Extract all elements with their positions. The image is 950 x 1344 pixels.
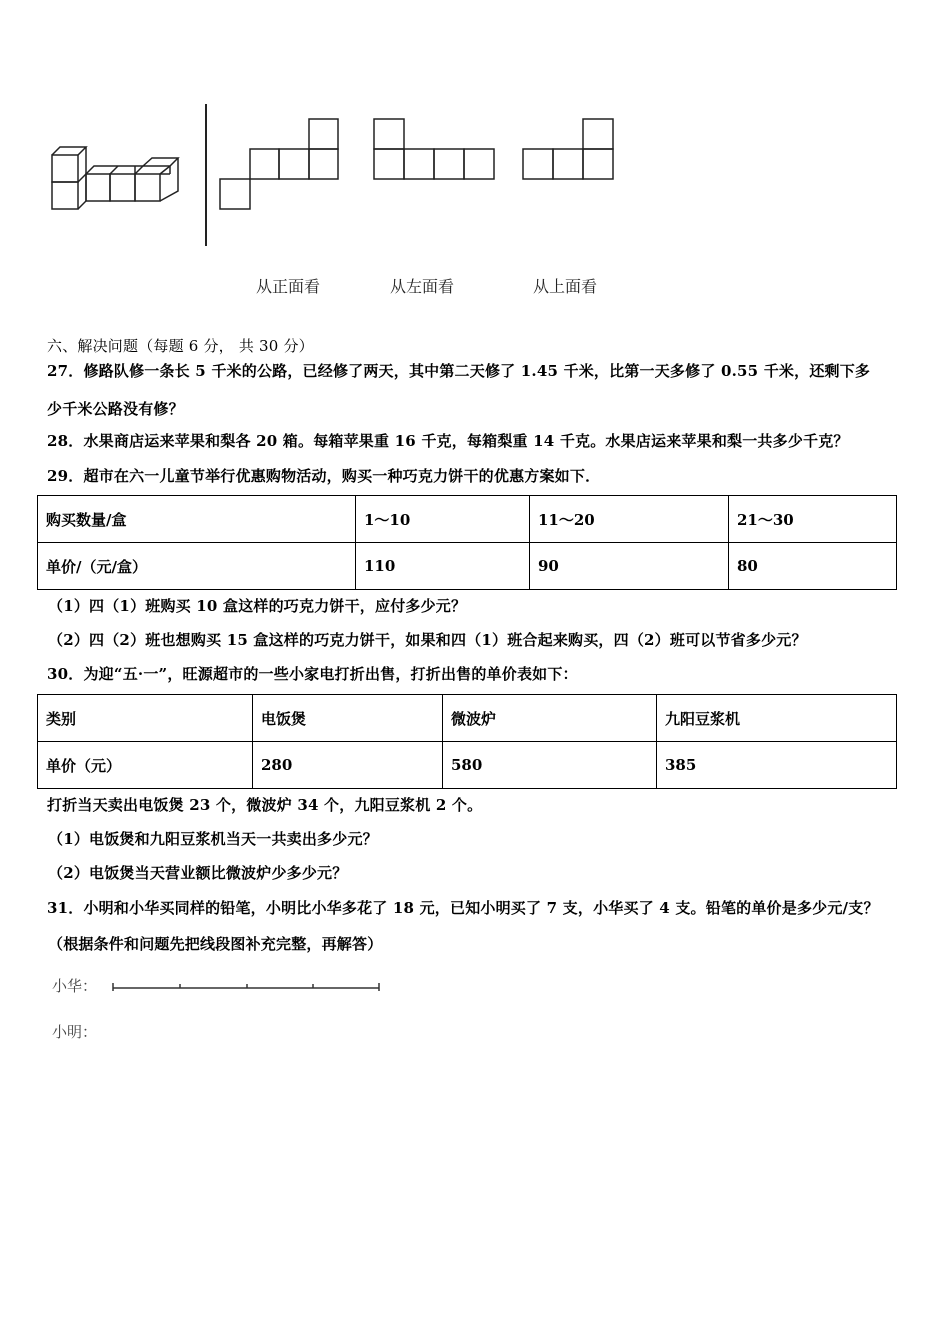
table-cell: 110: [356, 543, 530, 590]
table-cell: 280: [253, 742, 443, 789]
table-cell: 电饭煲: [253, 695, 443, 742]
table-cell: 微波炉: [443, 695, 657, 742]
q30-sub1: （1）电饭煲和九阳豆浆机当天一共卖出多少元？: [48, 830, 378, 848]
table-cell: 1～10: [356, 496, 530, 543]
q31-instruction: （根据条件和问题先把线段图补充完整，再解答）: [48, 935, 383, 953]
q30-intro: 30．为迎“五·一”，旺源超市的一些小家电打折出售，打折出售的单价表如下：: [47, 665, 578, 683]
cube-stack-figure: [40, 100, 200, 230]
left-view-figure: [372, 117, 496, 181]
table-cell: 21～30: [729, 496, 897, 543]
table-row: [38, 496, 897, 543]
q29-price-table: [37, 495, 897, 590]
table-cell: 购买数量/盒: [38, 496, 356, 543]
table-row: [38, 742, 897, 789]
front-view-figure: [218, 117, 340, 211]
table-cell: 385: [657, 742, 897, 789]
q28-text: 28．水果商店运来苹果和梨各 20 箱。每箱苹果重 16 千克，每箱梨重 14 千克。水果店运来苹果和梨一共多少千克？: [47, 432, 849, 450]
xiaoming-label: 小明：: [52, 1023, 98, 1041]
table-cell: 580: [443, 742, 657, 789]
table-cell: 90: [530, 543, 729, 590]
top-view-figure: [521, 117, 615, 181]
table-cell: 九阳豆浆机: [657, 695, 897, 742]
q29-sub2: （2）四（2）班也想购买 15 盒这样的巧克力饼干，如果和四（1）班合起来购买，四（2）班可以节省多少元？: [48, 631, 807, 649]
table-cell: 80: [729, 543, 897, 590]
q30-note: 打折当天卖出电饭煲 23 个，微波炉 34 个，九阳豆浆机 2 个。: [47, 796, 483, 814]
q30-price-table: [37, 694, 897, 789]
table-row: [38, 543, 897, 590]
q27-line2: 少千米公路没有修？: [47, 400, 184, 418]
q29-sub1: （1）四（1）班购买 10 盒这样的巧克力饼干，应付多少元？: [48, 597, 467, 615]
section-heading: 六、解决问题（每题 6 分， 共 30 分）: [47, 337, 314, 355]
table-cell: 单价/（元/盒）: [38, 543, 356, 590]
left-view-label: 从左面看: [390, 277, 455, 296]
xiaohua-label: 小华：: [52, 977, 98, 995]
front-view-label: 从正面看: [256, 277, 321, 296]
table-cell: 11～20: [530, 496, 729, 543]
q30-sub2: （2）电饭煲当天营业额比微波炉少多少元？: [48, 864, 348, 882]
divider-line: [205, 104, 207, 246]
table-row: [38, 695, 897, 742]
q31-text: 31．小明和小华买同样的铅笔，小明比小华多花了 18 元，已知小明买了 7 支，小华买了 4 支。铅笔的单价是多少元/支？: [47, 899, 879, 917]
table-cell: 类别: [38, 695, 253, 742]
xiaohua-segment-line: [110, 978, 382, 994]
q29-intro: 29．超市在六一儿童节举行优惠购物活动，购买一种巧克力饼干的优惠方案如下．: [47, 467, 601, 485]
top-view-label: 从上面看: [533, 277, 598, 296]
q27-line1: 27．修路队修一条长 5 千米的公路，已经修了两天，其中第二天修了 1.45 千米，比第一天多修了 0.55 千米，还剩下多: [47, 362, 871, 380]
table-cell: 单价（元）: [38, 742, 253, 789]
